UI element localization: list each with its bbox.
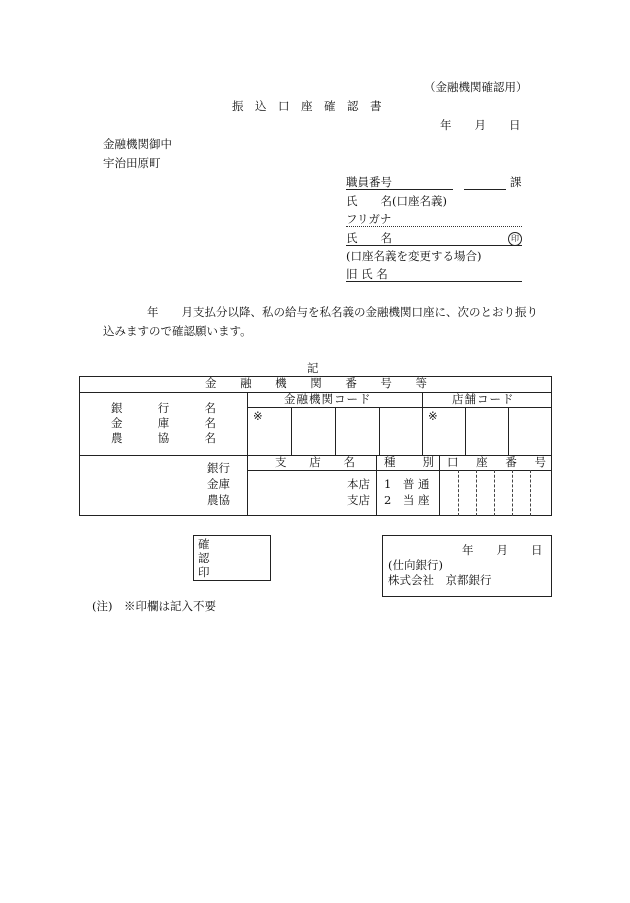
shinkin-name-label: 金 庫 名 [111, 416, 216, 430]
furigana-line[interactable] [346, 226, 522, 227]
confirm-char-3: 印 [198, 565, 210, 579]
fi-code-cell[interactable] [292, 408, 334, 454]
town-name: 宇治田原町 [103, 156, 161, 170]
account-number-header: 口 座 番 号 [447, 455, 546, 469]
table-header: 金 融 機 関 番 号 等 [205, 376, 427, 390]
name-line[interactable] [346, 245, 522, 246]
bank-name-label: 銀 行 名 [111, 401, 216, 415]
fi-code-cell[interactable] [380, 408, 421, 454]
bank-date-line: 年 月 日 [462, 543, 543, 557]
branch-code-cell[interactable] [466, 408, 507, 454]
branch-code-cell[interactable] [509, 408, 551, 454]
fi-code-asterisk: ※ [253, 409, 263, 423]
kind-current-option[interactable]: 2 当 座 [384, 493, 430, 507]
branch-name-field[interactable] [249, 472, 339, 514]
usage-note: （金融機関確認用） [424, 80, 528, 94]
confirm-char-2: 認 [198, 551, 210, 565]
fi-code-cell[interactable] [336, 408, 378, 454]
staff-number-line[interactable] [346, 189, 453, 190]
body-line-1: 年 月支払分以降、私の給与を私名義の金融機関口座に、次のとおり振り [147, 305, 538, 319]
account-number-field[interactable] [441, 472, 551, 515]
fi-code-header: 金融機関コード [284, 392, 372, 406]
furigana-label: フリガナ [346, 212, 392, 226]
branch-code-header: 店舗コード [452, 392, 515, 406]
account-kind-header: 種 別 [384, 455, 434, 469]
org-type-bank: 銀行 [207, 461, 230, 475]
seal-icon: 印 [508, 232, 522, 246]
section-label: 課 [510, 175, 522, 189]
body-line-2: 込みますので確認願います。 [103, 324, 252, 338]
confirm-char-1: 確 [198, 537, 210, 551]
date-line: 年 月 日 [440, 118, 521, 132]
staff-number-label: 職員番号 [346, 175, 392, 189]
account-name-label: 氏 名(口座名義) [346, 194, 447, 208]
org-type-shinkin: 金庫 [207, 477, 230, 491]
old-name-label: 旧 氏 名 [346, 267, 388, 281]
kind-ordinary-option[interactable]: 1 普 通 [384, 477, 430, 491]
name-label: 氏 名 [346, 231, 392, 245]
org-type-nokyo: 農協 [207, 493, 230, 507]
branch-name-header: 支 店 名 [275, 455, 355, 469]
old-name-line[interactable] [346, 281, 522, 282]
branch-main-option[interactable]: 本店 [347, 477, 370, 491]
remitting-bank-label: (仕向銀行) [388, 558, 443, 572]
seal-mark [508, 232, 522, 246]
addressee: 金融機関御中 [103, 137, 172, 151]
name-change-note: (口座名義を変更する場合) [346, 249, 482, 263]
section-line[interactable] [464, 189, 506, 190]
ki-heading: 記 [307, 361, 319, 375]
branch-code-asterisk: ※ [428, 409, 438, 423]
nokyo-name-label: 農 協 名 [111, 431, 216, 445]
page-title: 振 込 口 座 確 認 書 [232, 99, 382, 113]
footnote: (注) ※印欄は記入不要 [92, 599, 216, 613]
bank-name: 株式会社 京都銀行 [388, 573, 492, 587]
branch-sub-option[interactable]: 支店 [347, 493, 370, 507]
